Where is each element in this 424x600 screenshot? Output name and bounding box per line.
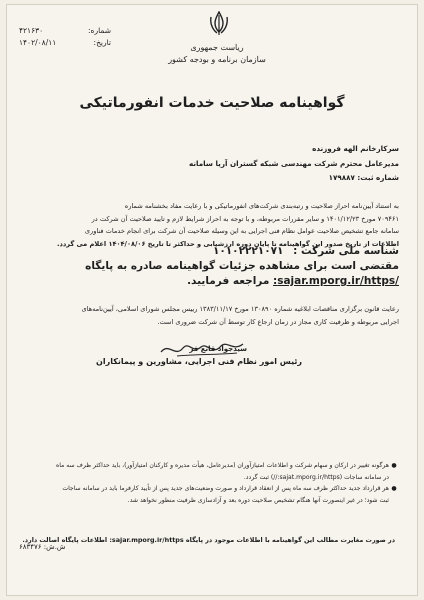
note-line: هرگونه تغییر در ارکان و سهام شرکت و اطلاعات امتیازآوران (مدیرعامل، هیأت مدیره و کارکنان امتیازآور)، باید حداکثر ظرف سه ماه xyxy=(56,462,389,469)
national-id-value: ۱۰۱۰۲۲۲۱۰۷۱ xyxy=(212,245,284,257)
letter-date-row xyxy=(19,37,111,49)
compliance-paragraph xyxy=(11,303,399,328)
letter-date-value: ۱۴۰۲/۰۸/۱۱ xyxy=(19,38,57,47)
authenticity-notice: در صورت مغایرت مطالب این گواهینامه با اطلاعات موجود در پایگاه sajar.mporg.ir/https: اطلاعات پایگاه اصالت دارد. xyxy=(22,536,395,544)
bullet-icon: ● xyxy=(391,462,397,469)
addressee-company: مدیرعامل محترم شرکت مهندسی شبکه گستران آریا سامانه xyxy=(188,158,399,168)
sajar-portal-link[interactable]: /sajar.mporg.ir/https: xyxy=(273,275,399,287)
note-line: در سامانه ساجات (sajat.mporg.ir/https://) ثبت گردد. xyxy=(243,473,389,481)
page-title: گواهینامه صلاحیت خدمات انفورماتیکی xyxy=(79,95,345,111)
paragraph-line: رعایت قانون برگزاری مناقصات ابلاغیه شماره ۱۳۰۸۹۰ مورخ ۱۳۸۳/۱۱/۱۷ رییس مجلس شورای اسلامی، آیین‌نامه‌های xyxy=(81,305,399,313)
addressee-name: سرکارخانم الهه فروزنده xyxy=(312,144,399,153)
national-id-block xyxy=(11,244,399,289)
note-line: هر قرارداد جدید حداکثر ظرف سه ماه پس از انعقاد قرارداد و صورت وضعیت‌های جدید پس از تأیید کارفرما باید در سامانه ساجات xyxy=(62,485,389,493)
paragraph-line: اطلاعات از تاریخ صدور این گواهینامه تا پایان دوره ارزشیابی و حداکثر تا تاریخ ۱۴۰۴/۰۸/۰۶ اعلام می گردد. xyxy=(57,239,399,248)
portal-request-line: مقتضی است برای مشاهده جزئیات گواهینامه صادره به پایگاه xyxy=(85,260,399,272)
note-line: ثبت شود؛ در غیر اینصورت آنها هنگام تشخیص صلاحیت دوره بعد و آزادسازی ظرفیت منظور نخواهد شد. xyxy=(127,496,389,504)
letter-number-label: شماره: xyxy=(88,26,111,35)
reference-code xyxy=(19,543,65,551)
portal-link-row xyxy=(11,274,399,289)
registration-label: شماره ثبت: xyxy=(357,173,399,182)
portal-link-tail: مراجعه فرمایید. xyxy=(187,275,270,287)
paragraph-line: سامانه جامع تشخیص صلاحیت عوامل نظام فنی اجرایی به این وسیله صلاحیت آن شرکت برای انجام خدمات فناوری xyxy=(84,227,399,236)
registration-value: ۱۷۹۸۸۷ xyxy=(328,173,355,182)
paragraph-line: ۷۰۹۴۶۱ مورخ ۱۴۰۱/۱۲/۲۳ و سایر مقررات مربوطه، و با توجه به احراز شرایط لازم و تایید صلاحیت آن شرکت در xyxy=(91,214,399,223)
org-line-presidency: ریاست جمهوری xyxy=(190,43,244,52)
paragraph-line: اجرایی مربوطه و ظرفیت کاری مجاز در زمان ارجاع کار توسط آن شرکت ضروری است. xyxy=(157,317,399,326)
letter-meta xyxy=(19,25,111,49)
letter-number-value: ۴۲۱۶۳۰ xyxy=(19,26,44,35)
national-id-row xyxy=(11,244,399,259)
letter-date-label: تاریخ: xyxy=(93,38,111,47)
signatory-name: سیدجواد قانع فر xyxy=(189,345,247,353)
reference-value: ۶۸۳۴۷۶ xyxy=(19,543,42,551)
iran-emblem-icon xyxy=(208,11,230,37)
org-line-budget: سازمان برنامه و بودجه کشور xyxy=(168,55,266,64)
notes-list xyxy=(11,460,399,506)
main-paragraph xyxy=(11,200,399,250)
note-item xyxy=(11,483,399,506)
national-id-label: شناسه ملی شرکت : xyxy=(293,245,399,257)
reference-label: ش.ش: xyxy=(43,543,66,551)
addressee-block xyxy=(19,142,399,186)
note-item xyxy=(11,460,399,483)
registration-row xyxy=(19,171,399,186)
signatory-position: رئیس امور نظام فنی اجرایی، مشاورین و پیمانکاران xyxy=(96,357,302,366)
letter-number-row xyxy=(19,25,111,37)
paragraph-line: به استناد آیین‌نامه احراز صلاحیت و رتبه‌بندی شرکت‌های انفورماتیکی و با رعایت مفاد بخشنامه شماره xyxy=(124,202,399,210)
bullet-icon: ● xyxy=(391,485,397,493)
certificate-page xyxy=(6,4,418,596)
